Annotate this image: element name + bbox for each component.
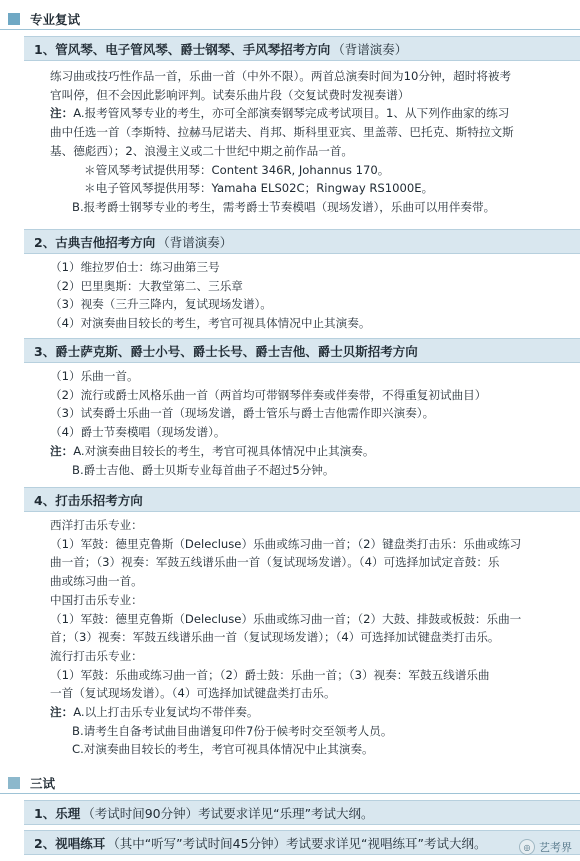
group4-title: 4、打击乐招考方向 bbox=[34, 492, 143, 508]
group1-para-line: 官叫停，但不会因此影响评判。试奏乐曲片段（交复试费时发视奏谱） bbox=[50, 87, 410, 102]
group1-note-a bbox=[50, 104, 572, 123]
group4-note-a bbox=[50, 703, 572, 722]
list-item: （3）视奏（三升三降内，复试现场发谱）。 bbox=[50, 297, 272, 312]
chinese-label: 中国打击乐专业： bbox=[50, 592, 143, 607]
group1-tag: （背谱演奏） bbox=[332, 41, 408, 57]
exam2-title: 2、视唱练耳 bbox=[34, 835, 106, 851]
western-label: 西洋打击乐专业： bbox=[50, 518, 143, 532]
section-marker-icon bbox=[8, 777, 20, 789]
list-item: （3）试奏爵士乐曲一首（现场发谱，爵士管乐与爵士吉他需作即兴演奏）。 bbox=[50, 406, 435, 421]
group3-note-b: B.爵士吉他、爵士贝斯专业每首曲子不超过5分钟。 bbox=[72, 462, 335, 477]
group2-content bbox=[50, 258, 572, 333]
group1-title: 1、管风琴、电子管风琴、爵士钢琴、手风琴招考方向 bbox=[34, 41, 331, 57]
list-item: （2）流行或爵士风格乐曲一首（两首均可带钢琴伴奏或伴奏带，不得重复初试曲目） bbox=[50, 387, 487, 402]
section-divider bbox=[0, 29, 580, 30]
watermark bbox=[519, 839, 572, 855]
group2-tag: （背谱演奏） bbox=[157, 234, 233, 250]
pop-label: 流行打击乐专业： bbox=[50, 648, 143, 663]
group4-header bbox=[24, 487, 580, 512]
section-title: 三试 bbox=[30, 776, 56, 791]
organ-line: ＊管风琴考试提供用琴：Content 346R, Johannus 170。 bbox=[84, 162, 390, 177]
group3-content bbox=[50, 367, 572, 479]
section-header-third-exam bbox=[0, 772, 580, 794]
group1-header bbox=[24, 36, 580, 61]
note-a-line: A.报考管风琴专业的考生，亦可全部演奏钢琴完成考试项目。1、从下列作曲家的练习 bbox=[73, 106, 510, 121]
exam1-title: 1、乐理 bbox=[34, 805, 81, 821]
note-a-line: 曲中任选一首（李斯特、拉赫马尼诺夫、肖邦、斯科里亚宾、里盖蒂、巴托克、斯特拉文斯 bbox=[50, 125, 514, 140]
group1-note-b: B.报考爵士钢琴专业的考生，需考爵士节奏模唱（现场发谱），乐曲可以用伴奏带。 bbox=[72, 199, 496, 214]
list-item: （1）维拉罗伯士：练习曲第三号 bbox=[50, 260, 220, 274]
exam2-row bbox=[24, 830, 580, 855]
organ-line: ＊电子管风琴提供用琴：Yamaha ELS02C；Ringway RS1000E。 bbox=[84, 181, 434, 196]
section-title: 专业复试 bbox=[30, 12, 81, 27]
group3-note-a bbox=[50, 442, 572, 461]
group2-title: 2、古典吉他招考方向 bbox=[34, 234, 156, 250]
group4-note-b: B.请考生自备考试曲目曲谱复印件7份于候考时交至领考人员。 bbox=[72, 723, 393, 738]
group1-para-line: 练习曲或技巧性作品一首，乐曲一首（中外不限）。两首总演奏时间为10分钟，超时将被考 bbox=[50, 69, 512, 83]
section-header-professional-retest bbox=[0, 8, 580, 30]
western-line: 曲一首；（3）视奏：军鼓五线谱乐曲一首（复试现场发谱）。（4）可选择加试定音鼓：乐 bbox=[50, 555, 500, 570]
note-a-text: A.对演奏曲目较长的考生，考官可视具体情况中止其演奏。 bbox=[73, 443, 375, 458]
list-item: （1）乐曲一首。 bbox=[50, 369, 139, 383]
watermark-text: 艺考界 bbox=[539, 841, 572, 854]
chinese-line: 首；（3）视奏：军鼓五线谱乐曲一首（复试现场发谱）；（4）可选择加试键盘类打击乐。 bbox=[50, 630, 500, 645]
note-a-line: 基、德彪西）；2、浪漫主义或二十世纪中期之前作品一首。 bbox=[50, 143, 354, 158]
wechat-logo-icon: ◎ bbox=[519, 839, 535, 855]
pop-line: 一首（复试现场发谱）。（4）可选择加试键盘类打击乐。 bbox=[50, 686, 336, 701]
exam1-row bbox=[24, 800, 580, 825]
group4-note-c: C.对演奏曲目较长的考生，考官可视具体情况中止其演奏。 bbox=[72, 742, 374, 757]
group3-title: 3、爵士萨克斯、爵士小号、爵士长号、爵士吉他、爵士贝斯招考方向 bbox=[34, 343, 418, 359]
section-divider bbox=[0, 793, 580, 794]
group3-header bbox=[24, 338, 580, 363]
list-item: （2）巴里奥斯：大教堂第二、三乐章 bbox=[50, 278, 243, 293]
exam1-desc: （考试时间90分钟）考试要求详见“乐理”考试大纲。 bbox=[82, 805, 374, 821]
chinese-line: （1）军鼓：德里克鲁斯（Delecluse）乐曲或练习曲一首；（2）大鼓、排鼓或板鼓：乐曲一 bbox=[50, 611, 522, 626]
note-label: 注： bbox=[50, 443, 74, 458]
list-item: （4）爵士节奏模唱（现场发谱）。 bbox=[50, 425, 226, 440]
list-item: （4）对演奏曲目较长的考生，考官可视具体情况中止其演奏。 bbox=[50, 316, 371, 331]
note-a-text: A.以上打击乐专业复试均不带伴奏。 bbox=[73, 705, 259, 720]
western-line: 曲或练习曲一首。 bbox=[50, 574, 143, 589]
group1-content bbox=[50, 67, 572, 217]
western-line: （1）军鼓：德里克鲁斯（Delecluse）乐曲或练习曲一首；（2）键盘类打击乐：乐曲或练习 bbox=[50, 536, 522, 551]
note-label: 注： bbox=[50, 106, 74, 121]
group4-content bbox=[50, 516, 572, 759]
group2-header bbox=[24, 229, 580, 254]
note-label: 注： bbox=[50, 705, 74, 720]
section-marker-icon bbox=[8, 13, 20, 25]
pop-line: （1）军鼓：乐曲或练习曲一首；（2）爵士鼓：乐曲一首；（3）视奏：军鼓五线谱乐曲 bbox=[50, 667, 490, 682]
exam2-desc: （其中“听写”考试时间45分钟）考试要求详见“视唱练耳”考试大纲。 bbox=[107, 835, 487, 851]
